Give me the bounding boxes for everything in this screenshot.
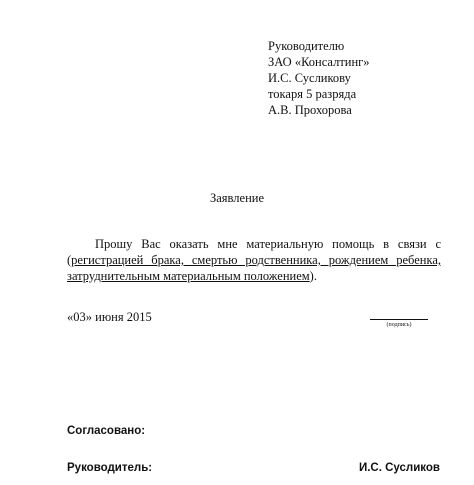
addressee-name: И.С. Сусликову bbox=[268, 71, 351, 85]
document-date: «03» июня 2015 bbox=[67, 310, 152, 324]
head-name: И.С. Сусликов bbox=[358, 462, 440, 474]
agreed-label: Согласовано: bbox=[67, 425, 146, 437]
request-paragraph bbox=[67, 236, 441, 284]
request-lead: Прошу Вас оказать мне материальную помощь в связи с ( bbox=[67, 237, 441, 267]
sender-position: токаря 5 разряда bbox=[268, 87, 357, 101]
sender-name: А.В. Прохорова bbox=[268, 103, 352, 117]
signature-caption: (подпись) bbox=[386, 322, 412, 328]
head-label: Руководитель: bbox=[67, 462, 153, 474]
document-title: Заявление bbox=[209, 191, 264, 205]
addressee-position: Руководителю bbox=[268, 39, 345, 53]
addressee-company: ЗАО «Консалтинг» bbox=[268, 55, 370, 69]
request-reasons: регистрацией брака, смертью родственника, рождением ребенка, затруднительным материальным положением bbox=[67, 253, 441, 283]
signature-line bbox=[370, 319, 428, 320]
request-tail: ). bbox=[309, 269, 317, 283]
addressee-block bbox=[268, 38, 370, 118]
